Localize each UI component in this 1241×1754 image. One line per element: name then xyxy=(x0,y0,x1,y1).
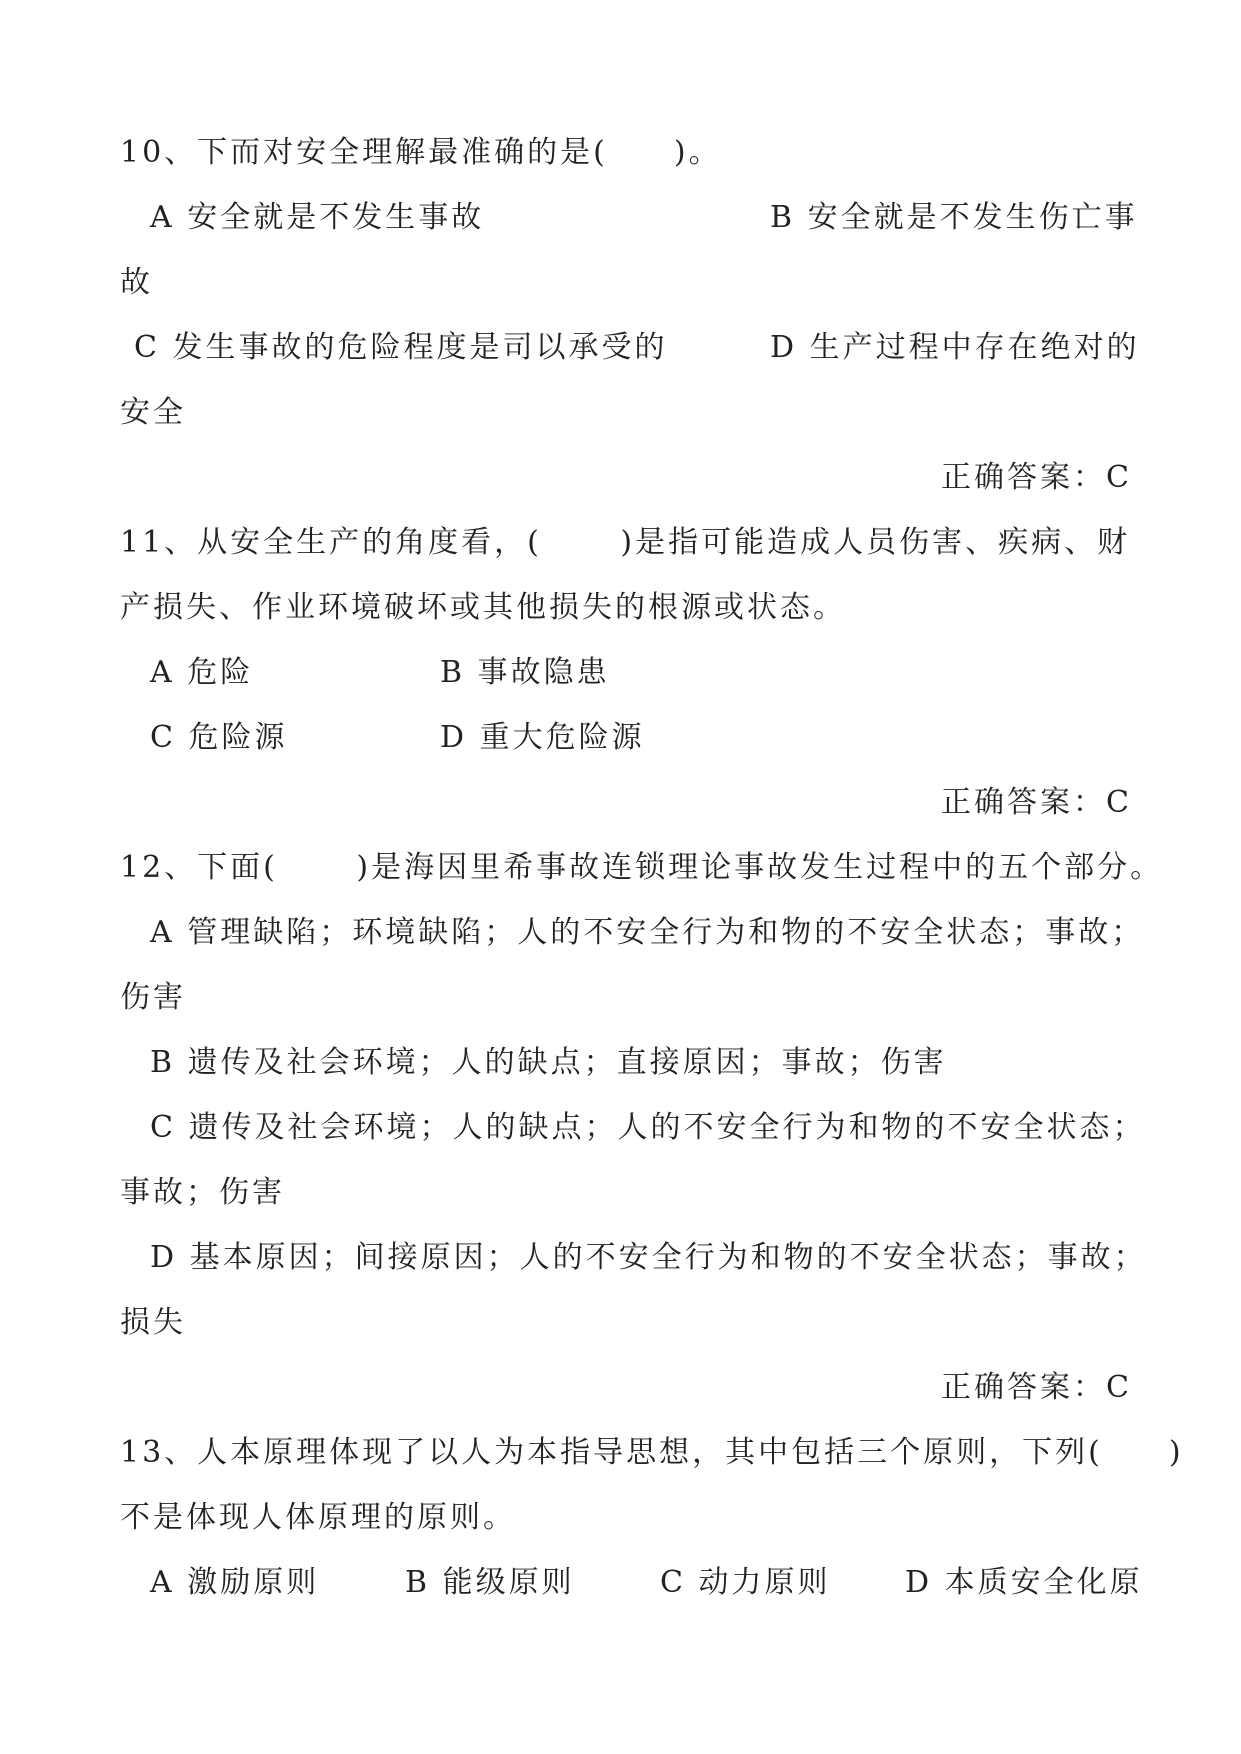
option-d: D 生产过程中存在绝对的 xyxy=(770,330,1140,365)
option-b: B 能级原则 xyxy=(405,1565,575,1600)
option-row xyxy=(120,1550,1143,1615)
question-12 xyxy=(120,835,1164,1420)
option-row xyxy=(120,705,1140,770)
option-d: D 本质安全化原 xyxy=(905,1565,1143,1600)
question-stem: 10、下而对安全理解最准确的是( )。 xyxy=(120,135,722,170)
option-d-wrap: 安全 xyxy=(120,395,186,430)
option-c: C 遗传及社会环境；人的缺点；人的不安全行为和物的不安全状态； xyxy=(150,1110,1146,1145)
option-b: B 事故隐患 xyxy=(440,655,610,690)
option-a: A 管理缺陷；环境缺陷；人的不安全行为和物的不安全状态；事故； xyxy=(150,915,1145,950)
option-d-wrap: 损失 xyxy=(120,1305,186,1340)
option-c: C 危险源 xyxy=(150,720,288,755)
option-a-wrap: 伤害 xyxy=(120,980,186,1015)
correct-answer: 正确答案：C xyxy=(941,460,1132,495)
option-c: C 动力原则 xyxy=(660,1565,831,1600)
document-page xyxy=(120,120,1184,1615)
option-c-wrap: 事故；伤害 xyxy=(120,1175,285,1210)
option-d: D 重大危险源 xyxy=(440,720,645,755)
question-stem: 11、从安全生产的角度看，( )是指可能造成人员伤害、疾病、财 xyxy=(120,525,1131,560)
option-a: A 安全就是不发生事故 xyxy=(150,200,485,235)
option-b: B 遗传及社会环境；人的缺点；直接原因；事故；伤害 xyxy=(150,1045,947,1080)
option-row xyxy=(120,185,1140,250)
question-stem: 13、人本原理体现了以人为本指导思想，其中包括三个原则，下列( ) xyxy=(120,1435,1184,1470)
question-13 xyxy=(120,1420,1184,1615)
question-stem-continued: 不是体现人体原理的原则。 xyxy=(120,1500,516,1535)
question-stem: 12、下面( )是海因里希事故连锁理论事故发生过程中的五个部分。 xyxy=(120,850,1164,885)
option-d: D 基本原因；间接原因；人的不安全行为和物的不安全状态；事故； xyxy=(150,1240,1147,1275)
option-a: A 激励原则 xyxy=(150,1565,320,1600)
question-10 xyxy=(120,120,1140,510)
option-a: A 危险 xyxy=(150,655,254,690)
option-b-wrap: 故 xyxy=(120,265,153,300)
option-row xyxy=(120,640,1140,705)
correct-answer: 正确答案：C xyxy=(941,785,1132,820)
question-11 xyxy=(120,510,1140,835)
option-row xyxy=(120,315,1140,380)
option-c: C 发生事故的危险程度是司以承受的 xyxy=(134,330,668,365)
question-stem-continued: 产损失、作业环境破坏或其他损失的根源或状态。 xyxy=(120,590,846,625)
option-b: B 安全就是不发生伤亡事 xyxy=(770,200,1138,235)
correct-answer: 正确答案：C xyxy=(941,1370,1132,1405)
